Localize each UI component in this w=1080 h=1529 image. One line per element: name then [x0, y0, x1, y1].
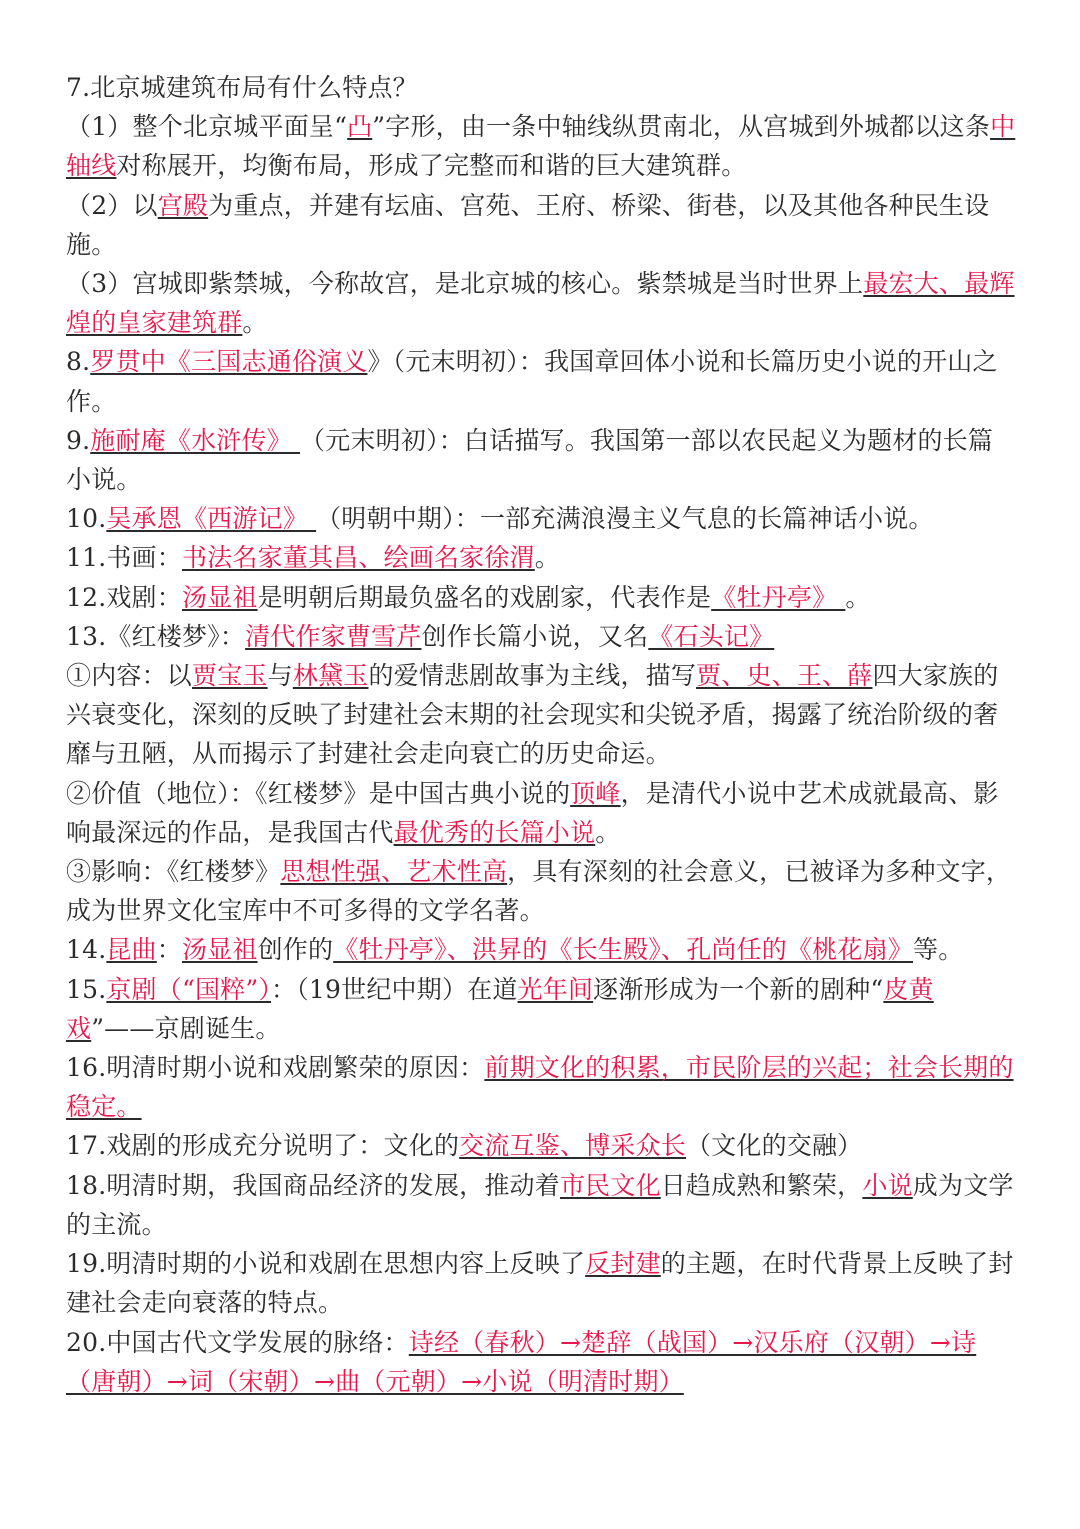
key-point-highlight: 汤显祖	[181, 935, 258, 965]
key-point-highlight: 林黛玉	[292, 661, 369, 691]
note-text: 17.戏剧的形成充分说明了：文化的	[66, 1131, 460, 1161]
note-text: 成为文学的主流。	[66, 1170, 1014, 1239]
key-point-highlight: 凸	[347, 112, 373, 142]
note-paragraph	[66, 578, 1016, 617]
key-point-highlight: 小说	[862, 1170, 913, 1200]
key-point-highlight: 中轴线	[66, 112, 1016, 181]
note-text: ”——京剧诞生。	[91, 1013, 281, 1043]
note-paragraph	[66, 538, 1016, 577]
note-text: 》（元末明初）：我国章回体小说和长篇历史小说的开山之作。	[66, 347, 998, 416]
note-paragraph	[66, 656, 1016, 774]
note-text: 为重点，并建有坛庙、宫苑、王府、桥梁、街巷，以及其他各种民生设施。	[66, 190, 990, 259]
key-point-highlight: 交流互鉴、博采众长	[459, 1131, 686, 1161]
note-text: 逐渐形成为一个新的剧种“	[593, 974, 884, 1004]
note-paragraph	[66, 1126, 1016, 1165]
note-text: （3）宫城即紫禁城，今称故宫，是北京城的核心。紫禁城是当时世界上	[66, 269, 864, 299]
key-point-highlight: 《牡丹亭》	[711, 582, 846, 612]
note-text: 日趋成熟和繁荣，	[660, 1170, 863, 1200]
note-text: （文化的交融）	[685, 1131, 863, 1161]
key-point-highlight: 清代作家曹雪芹	[245, 621, 422, 651]
note-text: （1）整个北京城平面呈“	[66, 112, 348, 142]
note-text: 创作的	[257, 935, 334, 965]
note-paragraph	[66, 68, 1016, 107]
key-point-highlight: 最宏大、最辉煌的皇家建筑群	[66, 269, 1015, 338]
note-text: 7.北京城建筑布局有什么特点？	[66, 73, 418, 102]
note-text: 等。	[913, 935, 964, 965]
note-text: （2）以	[66, 190, 158, 220]
note-text: ：（19世纪中期）在道	[271, 974, 518, 1004]
note-text: 10.	[66, 504, 107, 534]
note-text: 12.戏剧：	[66, 582, 182, 612]
key-point-highlight: 贾宝玉	[192, 661, 268, 691]
note-paragraph	[66, 1166, 1016, 1244]
note-text: 。	[595, 817, 621, 847]
note-text: ，是清代小说中艺术成就最高、影响最深远的作品，是我国古代	[66, 778, 999, 847]
note-text: 14.	[66, 935, 107, 965]
key-point-highlight: 最优秀的长篇小说	[393, 817, 596, 847]
key-point-highlight: 昆曲	[106, 935, 157, 965]
note-text: ：	[156, 935, 182, 965]
note-text: （明朝中期）：一部充满浪漫主义气息的长篇神话小说。	[316, 504, 934, 534]
key-point-highlight: 贾、史、王、薛	[696, 661, 873, 691]
note-paragraph	[66, 264, 1016, 342]
note-text: 。	[534, 543, 560, 573]
note-text: ”字形，由一条中轴线纵贯南北，从宫城到外城都以这条	[372, 112, 991, 142]
key-point-highlight: 京剧（“国粹”）	[106, 974, 272, 1004]
key-point-highlight: 反封建	[585, 1249, 661, 1279]
note-text: 。	[845, 582, 871, 612]
note-paragraph	[66, 930, 1016, 969]
note-text: 的爱情悲剧故事为主线，描写	[368, 661, 697, 691]
key-point-highlight: 前期文化的积累，市民阶层的兴起；社会长期的稳定。	[66, 1053, 1014, 1122]
key-point-highlight: 吴承恩《西游记》	[106, 504, 317, 534]
note-text: 8.	[66, 347, 91, 377]
note-paragraph	[66, 499, 1016, 538]
key-point-highlight: 施耐庵《水浒传》	[90, 425, 301, 455]
note-text: 9.	[66, 425, 91, 455]
note-text: 创作长篇小说，又名	[421, 621, 649, 651]
note-text: 是明朝后期最负盛名的戏剧家，代表作是	[257, 582, 712, 612]
note-paragraph	[66, 1048, 1016, 1126]
note-paragraph	[66, 774, 1016, 852]
key-point-highlight: 顶峰	[570, 778, 621, 808]
note-text: ①内容：以	[66, 661, 193, 691]
note-paragraph	[66, 421, 1016, 499]
key-point-highlight: 光年间	[517, 974, 594, 1004]
note-text: 13.《红楼梦》：	[66, 621, 246, 651]
note-text: 11.书画：	[66, 543, 182, 573]
note-text: （元末明初）：白话描写。我国第一部以农民起义为题材的长篇小说。	[66, 425, 994, 495]
note-paragraph	[66, 852, 1016, 930]
note-text: 20.中国古代文学发展的脉络：	[66, 1327, 409, 1357]
note-text: 对称展开，均衡布局，形成了完整而和谐的巨大建筑群。	[116, 151, 747, 181]
note-paragraph	[66, 107, 1016, 185]
note-text: 。	[242, 308, 268, 338]
study-notes-page	[66, 68, 1016, 1401]
note-paragraph	[66, 617, 1016, 656]
note-text: 19.明清时期的小说和戏剧在思想内容上反映了	[66, 1249, 586, 1279]
key-point-highlight: 宫殿	[157, 190, 209, 220]
note-text: ②价值（地位）：《红楼梦》是中国古典小说的	[66, 778, 571, 808]
note-paragraph	[66, 1323, 1016, 1401]
note-text: ，具有深刻的社会意义，已被译为多种文字，成为世界文化宝库中不可多得的文学名著。	[66, 857, 1012, 926]
key-point-highlight: 诗经（春秋）→楚辞（战国）→汉乐府（汉朝）→诗（唐朝）→词（宋朝）→曲（元朝）→小说（明清时期）	[66, 1327, 977, 1396]
note-paragraph	[66, 342, 1016, 420]
note-paragraph	[66, 1244, 1016, 1322]
note-paragraph	[66, 970, 1016, 1048]
note-text: ③影响：《红楼梦》	[66, 857, 281, 887]
key-point-highlight: 汤显祖	[181, 582, 258, 612]
note-text: 的主题，在时代背景上反映了封建社会走向衰落的特点。	[66, 1249, 1014, 1318]
note-text: 16.明清时期小说和戏剧繁荣的原因：	[66, 1053, 485, 1083]
key-point-highlight: 《石头记》	[648, 621, 775, 651]
note-text: 18.明清时期，我国商品经济的发展，推动着	[66, 1170, 560, 1200]
note-paragraph	[66, 186, 1016, 264]
note-text: 15.	[66, 974, 107, 1004]
key-point-highlight: 《牡丹亭》、洪昇的《长生殿》、孔尚任的《桃花扇》	[333, 935, 913, 965]
key-point-highlight: 思想性强、艺术性高	[280, 857, 508, 887]
key-point-highlight: 书法名家董其昌、绘画名家徐渭	[181, 543, 535, 573]
key-point-highlight: 市民文化	[559, 1170, 661, 1200]
key-point-highlight: 罗贯中《三国志通俗演义	[90, 347, 368, 377]
note-text: 与	[267, 661, 293, 691]
key-point-highlight: 皮黄戏	[66, 974, 934, 1043]
note-text: 四大家族的兴衰变化，深刻的反映了封建社会末期的社会现实和尖锐矛盾，揭露了统治阶级的奢靡与丑陋，从而揭示了封建社会走向衰亡的历史命运。	[66, 661, 999, 769]
